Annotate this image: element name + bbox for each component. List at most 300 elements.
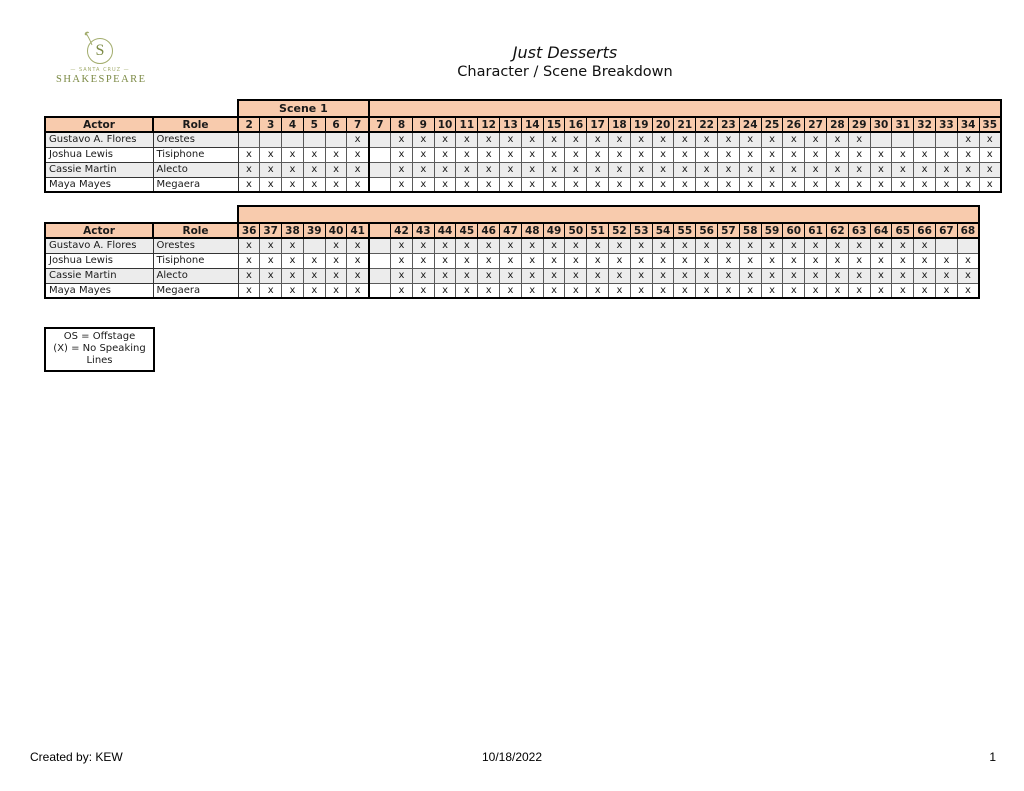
role-column-header: Role [153,223,238,238]
scene-number-header: 49 [543,223,565,238]
scene-mark: x [805,283,827,298]
scene-mark: x [848,147,870,162]
scene-mark: x [783,162,805,177]
scene-mark: x [565,253,587,268]
scene-mark: x [500,238,522,253]
scene-mark: x [521,132,543,147]
scene-mark: x [434,132,456,147]
scene-mark: x [543,132,565,147]
scene-mark: x [282,238,304,253]
scene-mark: x [391,283,413,298]
scene-mark: x [609,177,631,192]
scene-mark: x [696,268,718,283]
scene-mark: x [783,238,805,253]
footer-created-by: Created by: KEW [30,750,123,764]
scene-mark: x [848,283,870,298]
scene-mark: x [500,283,522,298]
scene-mark: x [238,253,260,268]
scene-number-header: 55 [674,223,696,238]
scene-mark: x [347,147,369,162]
scene-number-header: 31 [892,117,914,132]
scene-number-header: 27 [805,117,827,132]
scene-band-row [45,100,1001,117]
actor-row [45,268,979,283]
scene-mark: x [238,162,260,177]
scene-mark: x [892,238,914,253]
actor-name: Joshua Lewis [45,147,153,162]
scene-mark: x [870,177,892,192]
scene-mark: x [652,177,674,192]
scene-mark: x [325,147,347,162]
scene-mark: x [892,253,914,268]
scene-mark: x [609,253,631,268]
scene-mark: x [827,177,849,192]
scene-mark: x [739,162,761,177]
scene-number-header: 6 [325,117,347,132]
scene-number-header: 67 [936,223,958,238]
scene-mark: x [565,162,587,177]
scene-number-header: 14 [521,117,543,132]
scene-number-header: 8 [391,117,413,132]
scene-mark [369,238,391,253]
scene-mark: x [543,147,565,162]
scene-mark: x [303,268,325,283]
scene-mark: x [412,177,434,192]
scene-mark: x [630,132,652,147]
scene-mark: x [674,132,696,147]
scene-mark: x [870,253,892,268]
role-name: Megaera [153,177,238,192]
scene-mark: x [609,132,631,147]
scene-mark [936,238,958,253]
scene-mark: x [914,283,936,298]
scene-mark: x [652,238,674,253]
scene-mark: x [521,253,543,268]
scene-mark: x [500,253,522,268]
scene-mark: x [303,162,325,177]
scene-mark: x [587,238,609,253]
scene-number-header: 62 [827,223,849,238]
role-name: Alecto [153,162,238,177]
scene-mark: x [696,132,718,147]
scene-number-header: 13 [500,117,522,132]
scene-mark: x [587,283,609,298]
scene-number-header: 58 [739,223,761,238]
scene-number-header: 41 [347,223,369,238]
scene-mark: x [718,147,740,162]
scene-mark: x [827,238,849,253]
scene-mark: x [391,147,413,162]
scene-mark: x [652,162,674,177]
scene-mark: x [696,253,718,268]
scene-mark: x [260,162,282,177]
footer-page-number: 1 [989,750,996,764]
scene-mark: x [303,283,325,298]
scene-mark [260,132,282,147]
scene-mark: x [282,283,304,298]
scene-mark: x [870,147,892,162]
scene-mark: x [282,253,304,268]
scene-mark: x [827,162,849,177]
role-name: Orestes [153,132,238,147]
scene-number-header: 61 [805,223,827,238]
scene-mark: x [739,177,761,192]
scene-mark: x [848,177,870,192]
scene-mark: x [347,283,369,298]
scene-mark: x [456,268,478,283]
scene-mark [282,132,304,147]
scene-mark: x [260,268,282,283]
scene-mark [303,132,325,147]
scene-mark: x [412,253,434,268]
scene-mark: x [739,147,761,162]
scene-mark: x [892,283,914,298]
scene-mark: x [979,162,1001,177]
scene-mark: x [609,147,631,162]
scene-mark: x [238,268,260,283]
scene-mark: x [783,283,805,298]
scene-mark: x [652,132,674,147]
scene-mark: x [478,268,500,283]
scene-mark: x [696,162,718,177]
scene-mark: x [805,268,827,283]
scene-number-header: 40 [325,223,347,238]
scene-mark: x [783,253,805,268]
scene-mark: x [761,253,783,268]
scene-mark: x [260,283,282,298]
scene-number-header: 64 [870,223,892,238]
scene-number-header: 56 [696,223,718,238]
scene-number-header: 44 [434,223,456,238]
scene-mark: x [783,132,805,147]
scene-mark: x [870,283,892,298]
actor-name: Cassie Martin [45,162,153,177]
scene-mark: x [783,268,805,283]
scene-number-header: 9 [412,117,434,132]
document-title: Just Desserts [512,43,618,62]
scene-mark [369,253,391,268]
scene-mark: x [957,132,979,147]
scene-number-header: 30 [870,117,892,132]
scene-mark: x [761,177,783,192]
scene-number-header: 29 [848,117,870,132]
actor-name: Gustavo A. Flores [45,238,153,253]
scene-mark [238,132,260,147]
role-name: Tisiphone [153,253,238,268]
scene-number-header: 20 [652,117,674,132]
scene-number-header: 37 [260,223,282,238]
scene-mark: x [391,268,413,283]
legend-box [44,327,155,372]
scene-number-header: 2 [238,117,260,132]
scene-mark: x [718,238,740,253]
scene-mark: x [238,147,260,162]
scene-mark [303,238,325,253]
page-footer [0,750,1024,768]
scene-mark: x [979,147,1001,162]
scene-mark: x [957,253,979,268]
scene-mark: x [957,283,979,298]
scene-mark: x [674,238,696,253]
scene-mark: x [500,132,522,147]
scene-mark: x [325,177,347,192]
logo-monogram [87,38,113,64]
scene-mark: x [674,283,696,298]
scene-mark [914,132,936,147]
role-name: Alecto [153,268,238,283]
scene-mark: x [478,177,500,192]
scene-mark: x [739,253,761,268]
scene-number-header: 26 [783,117,805,132]
actor-row [45,177,1001,192]
scene-mark: x [936,268,958,283]
header-row [45,223,979,238]
scene-mark: x [325,162,347,177]
scene-mark: x [718,253,740,268]
scene-number-header: 21 [674,117,696,132]
scene-mark: x [391,238,413,253]
header-row [45,117,1001,132]
scene-mark: x [412,162,434,177]
scene-mark: x [543,283,565,298]
scene-mark: x [914,253,936,268]
scene-mark: x [347,253,369,268]
scene-mark: x [609,283,631,298]
scene-mark: x [848,132,870,147]
scene-mark: x [696,177,718,192]
actor-row [45,238,979,253]
scene-mark: x [434,147,456,162]
legend-line-2: (X) = No Speaking [53,343,146,354]
scene-mark: x [434,268,456,283]
scene-mark: x [478,283,500,298]
scene-mark: x [652,253,674,268]
actor-column-header: Actor [45,117,153,132]
scene-mark: x [739,283,761,298]
scene-mark: x [434,283,456,298]
scene-mark: x [914,238,936,253]
scene-mark: x [739,238,761,253]
scene-mark: x [848,162,870,177]
scene-mark: x [674,253,696,268]
wheat-sprig-icon [81,30,95,46]
scene-mark: x [347,162,369,177]
scene-mark: x [870,268,892,283]
scene-mark: x [761,238,783,253]
scene-mark: x [500,177,522,192]
scene-number-header: 50 [565,223,587,238]
scene-mark: x [630,253,652,268]
scene-mark: x [412,238,434,253]
scene-mark: x [456,147,478,162]
scene-mark [369,132,391,147]
scene-mark: x [630,147,652,162]
scene-mark: x [543,253,565,268]
scene-mark: x [609,162,631,177]
scene-mark: x [587,147,609,162]
scene-mark: x [761,283,783,298]
scene-mark: x [412,268,434,283]
scene-mark: x [957,177,979,192]
scene-number-header: 39 [303,223,325,238]
scene-mark: x [565,238,587,253]
scene-mark [957,238,979,253]
scene-number-header: 57 [718,223,740,238]
scene-number-header: 45 [456,223,478,238]
scene-mark: x [892,162,914,177]
scene-number-header: 15 [543,117,565,132]
title-block [365,43,765,80]
scene-mark: x [827,283,849,298]
scene-mark: x [979,177,1001,192]
scene-number-header: 17 [587,117,609,132]
scene-mark: x [434,177,456,192]
scene-mark: x [827,253,849,268]
scene-number-header: 34 [957,117,979,132]
scene-table-2 [44,205,980,299]
scene-mark: x [303,253,325,268]
scene-number-header: 66 [914,223,936,238]
scene-mark: x [282,162,304,177]
scene-mark: x [630,162,652,177]
scene-mark: x [521,283,543,298]
scene-mark: x [936,253,958,268]
scene-number-header: 63 [848,223,870,238]
scene-number-header: 7 [347,117,369,132]
scene-number-header: 59 [761,223,783,238]
scene-mark: x [914,147,936,162]
scene-mark: x [347,132,369,147]
actor-row [45,162,1001,177]
scene-mark: x [347,268,369,283]
scene-mark: x [827,132,849,147]
scene-number-header: 46 [478,223,500,238]
scene-mark [369,147,391,162]
scene-number-header: 43 [412,223,434,238]
scene-mark: x [238,238,260,253]
scene-mark: x [718,283,740,298]
scene-number-header: 42 [391,223,413,238]
scene-mark [870,132,892,147]
role-name: Megaera [153,283,238,298]
scene-number-header: 48 [521,223,543,238]
scene-mark: x [739,268,761,283]
scene-mark: x [892,147,914,162]
scene-number-header: 65 [892,223,914,238]
role-name: Tisiphone [153,147,238,162]
scene-number-header: 68 [957,223,979,238]
scene-mark: x [478,147,500,162]
scene-number-header: 60 [783,223,805,238]
scene-mark: x [565,283,587,298]
scene-mark: x [761,162,783,177]
scene-mark: x [674,268,696,283]
scene-number-header: 7 [369,117,391,132]
scene-mark: x [674,177,696,192]
scene-mark: x [892,177,914,192]
scene-mark: x [805,238,827,253]
scene-mark: x [718,132,740,147]
scene-number-header: 16 [565,117,587,132]
scene-number-header: 23 [718,117,740,132]
scene-mark: x [500,268,522,283]
logo-letter: S [95,42,105,59]
footer-date: 10/18/2022 [481,750,543,764]
scene-mark: x [936,283,958,298]
scene-mark: x [565,147,587,162]
scene-mark: x [412,147,434,162]
scene-number-header: 38 [282,223,304,238]
scene-mark: x [260,177,282,192]
scene-number-header: 32 [914,117,936,132]
scene-mark: x [565,268,587,283]
scene-mark: x [521,162,543,177]
scene-number-header: 35 [979,117,1001,132]
scene-mark: x [609,268,631,283]
scene-mark: x [303,177,325,192]
scene-mark: x [587,162,609,177]
scene-mark: x [674,162,696,177]
scene-mark: x [478,238,500,253]
scene-mark: x [848,253,870,268]
scene-mark: x [718,162,740,177]
actor-name: Gustavo A. Flores [45,132,153,147]
scene-mark: x [391,132,413,147]
logo-santa-cruz: — SANTA CRUZ — [70,67,130,73]
scene-mark [892,132,914,147]
scene-number-header: 33 [936,117,958,132]
scene-mark: x [412,132,434,147]
scene-mark: x [521,238,543,253]
scene-number-header: 51 [587,223,609,238]
actor-row [45,147,1001,162]
scene-band-label [238,206,979,223]
scene-mark: x [456,238,478,253]
scene-mark: x [936,162,958,177]
actor-name: Cassie Martin [45,268,153,283]
legend-line-3: Lines [86,355,113,366]
scene-mark: x [805,147,827,162]
scene-mark: x [718,177,740,192]
scene-mark: x [456,162,478,177]
scene-band-row [45,206,979,223]
scene-number-header [369,223,391,238]
scene-mark: x [739,132,761,147]
scene-mark [369,268,391,283]
scene-number-header: 28 [827,117,849,132]
scene-mark [369,162,391,177]
scene-mark: x [391,253,413,268]
logo [56,38,147,85]
role-column-header: Role [153,117,238,132]
scene-mark: x [936,147,958,162]
scene-mark: x [914,162,936,177]
scene-mark: x [848,268,870,283]
scene-mark [936,132,958,147]
scene-mark: x [827,147,849,162]
scene-mark: x [957,268,979,283]
scene-mark: x [391,177,413,192]
scene-mark: x [805,132,827,147]
scene-table-1 [44,99,1002,193]
scene-mark: x [696,238,718,253]
scene-mark: x [434,238,456,253]
scene-mark: x [500,147,522,162]
scene-mark: x [543,177,565,192]
scene-mark: x [936,177,958,192]
scene-mark: x [718,268,740,283]
scene-mark: x [521,268,543,283]
